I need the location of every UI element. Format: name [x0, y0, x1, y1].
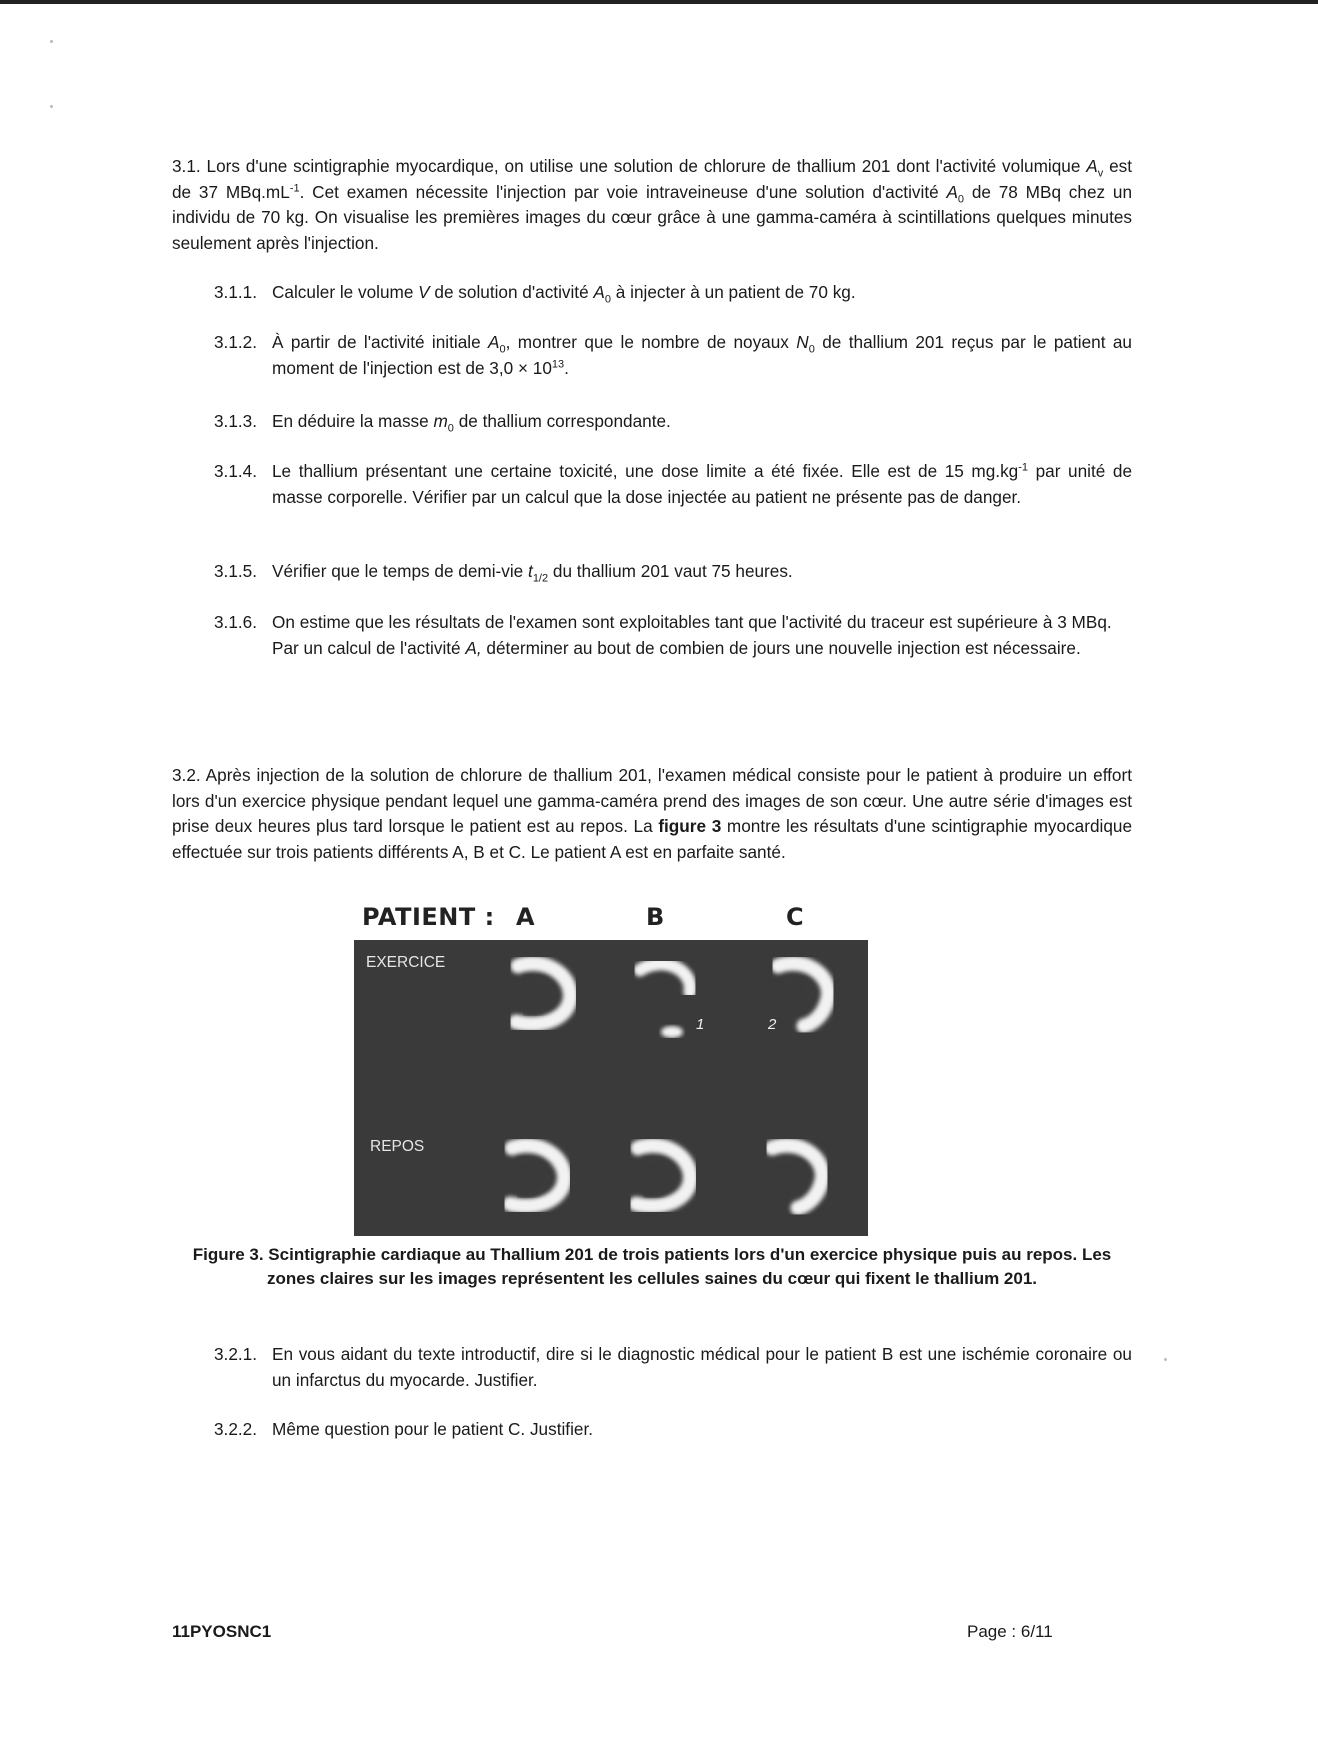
question-3-2-2: [214, 1417, 1132, 1443]
question-text: [272, 610, 1132, 661]
question-number: 3.1.1.: [214, 282, 258, 302]
question-text-line: On estime que les résultats de l'examen sont exploitables tant que l'activité du traceur est supérieure à 3 MBq.: [272, 612, 1112, 632]
question-number: 3.1.5.: [214, 561, 258, 581]
figure-caption: Figure 3. Scintigraphie cardiaque au Thallium 201 de trois patients lors d'un exercice physique puis au repos. Les zones claires sur les images représentent les cellules saines du cœur qui fixent le thallium 201.: [192, 1245, 1112, 1288]
question-3-1-2: [214, 330, 1132, 381]
question-text-line: Par un calcul de l'activité A, déterminer au bout de combien de jours une nouvelle injection est nécessaire.: [272, 637, 1081, 658]
defect-marker-1: 1: [696, 1016, 705, 1033]
question-text: Vérifier que le temps de demi-vie $t_{1/2}$ du thallium 201 vaut 75 heures.: [272, 561, 793, 585]
footer-page-number: Page : 6/11: [967, 1622, 1053, 1641]
question-3-1-5: [214, 559, 1132, 585]
scintigraphy-image: [354, 940, 868, 1236]
figure-patient-c: C: [786, 903, 805, 931]
row-label-exercise: EXERCICE: [366, 954, 446, 971]
scan-speck: [50, 40, 53, 43]
scan-speck: [50, 105, 53, 108]
defect-marker-2: 2: [768, 1016, 777, 1033]
question-3-1-1: [214, 280, 1132, 306]
footer-document-code: 11PYOSNC1: [172, 1622, 272, 1641]
question-3-2-1: [214, 1342, 1132, 1393]
question-text: Même question pour le patient C. Justifier.: [272, 1419, 593, 1439]
question-3-1-4: [214, 459, 1132, 510]
question-number: 3.2.1.: [214, 1344, 258, 1364]
question-text: À partir de l'activité initiale $A_0$, montrer que le nombre de noyaux $N_0$ de thallium 201 reçus par le patient au moment de l'injection est de $3,0 \times 10^{13}$.: [272, 332, 1132, 378]
question-text: Calculer le volume V de solution d'activité $A_0$ à injecter à un patient de 70 kg.: [272, 282, 856, 306]
question-text: En vous aidant du texte introductif, dire si le diagnostic médical pour le patient B est une ischémie coronaire ou un infarctus du myocarde. Justifier.: [272, 1344, 1132, 1390]
figure-patient-a: A: [516, 903, 536, 931]
question-number: 3.1.2.: [214, 332, 258, 352]
question-number: 3.1.6.: [214, 612, 258, 632]
heart-scan-a-exercise: [496, 948, 586, 1038]
section-3-2-intro: 3.2. Après injection de la solution de chlorure de thallium 201, l'examen médical consiste pour le patient à produire un effort lors d'un exercice physique pendant lequel une gamma-caméra prend des images de son cœur. Une autre série d'images est prise deux heures plus tard lorsque le patient est au repos. La figure 3 montre les résultats d'une scintigraphie myocardique effectuée sur trois patients différents A, B et C. Le patient A est en parfaite santé.: [172, 765, 1132, 862]
heart-scan-b-rest: [616, 1130, 706, 1220]
heart-scan-c-rest: [750, 1130, 840, 1220]
question-number: 3.1.3.: [214, 411, 258, 431]
heart-scan-a-rest: [490, 1130, 580, 1220]
question-text: Le thallium présentant une certaine toxicité, une dose limite a été fixée. Elle est de 15 $mg.kg^{-1}$ par unité de masse corporelle. Vérifier par un calcul que la dose injectée au patient ne présente pas de danger.: [272, 461, 1132, 507]
row-label-rest: REPOS: [370, 1138, 425, 1155]
question-number: 3.1.4.: [214, 461, 258, 481]
scan-speck: [1164, 1358, 1167, 1361]
figure-patient-b: B: [646, 903, 665, 931]
figure-patient-label: PATIENT :: [362, 903, 495, 931]
question-3-1-3: [214, 409, 1132, 435]
question-3-1-6: [214, 610, 1132, 661]
question-text: En déduire la masse $m_0$ de thallium correspondante.: [272, 411, 671, 435]
question-number: 3.2.2.: [214, 1419, 258, 1439]
section-3-1-intro: 3.1. Lors d'une scintigraphie myocardique, on utilise une solution de chlorure de thallium 201 dont l'activité volumique $A_v$ est de 37 $MBq.mL^{-1}$. Cet examen nécessite l'injection par voie intraveineuse d'une solution d'activité $A_0$ de 78 MBq chez un individu de 70 kg. On visualise les premières images du cœur grâce à une gamma-caméra à scintillations quelques minutes seulement après l'injection.: [172, 156, 1133, 253]
top-border-rule: [0, 0, 1318, 4]
